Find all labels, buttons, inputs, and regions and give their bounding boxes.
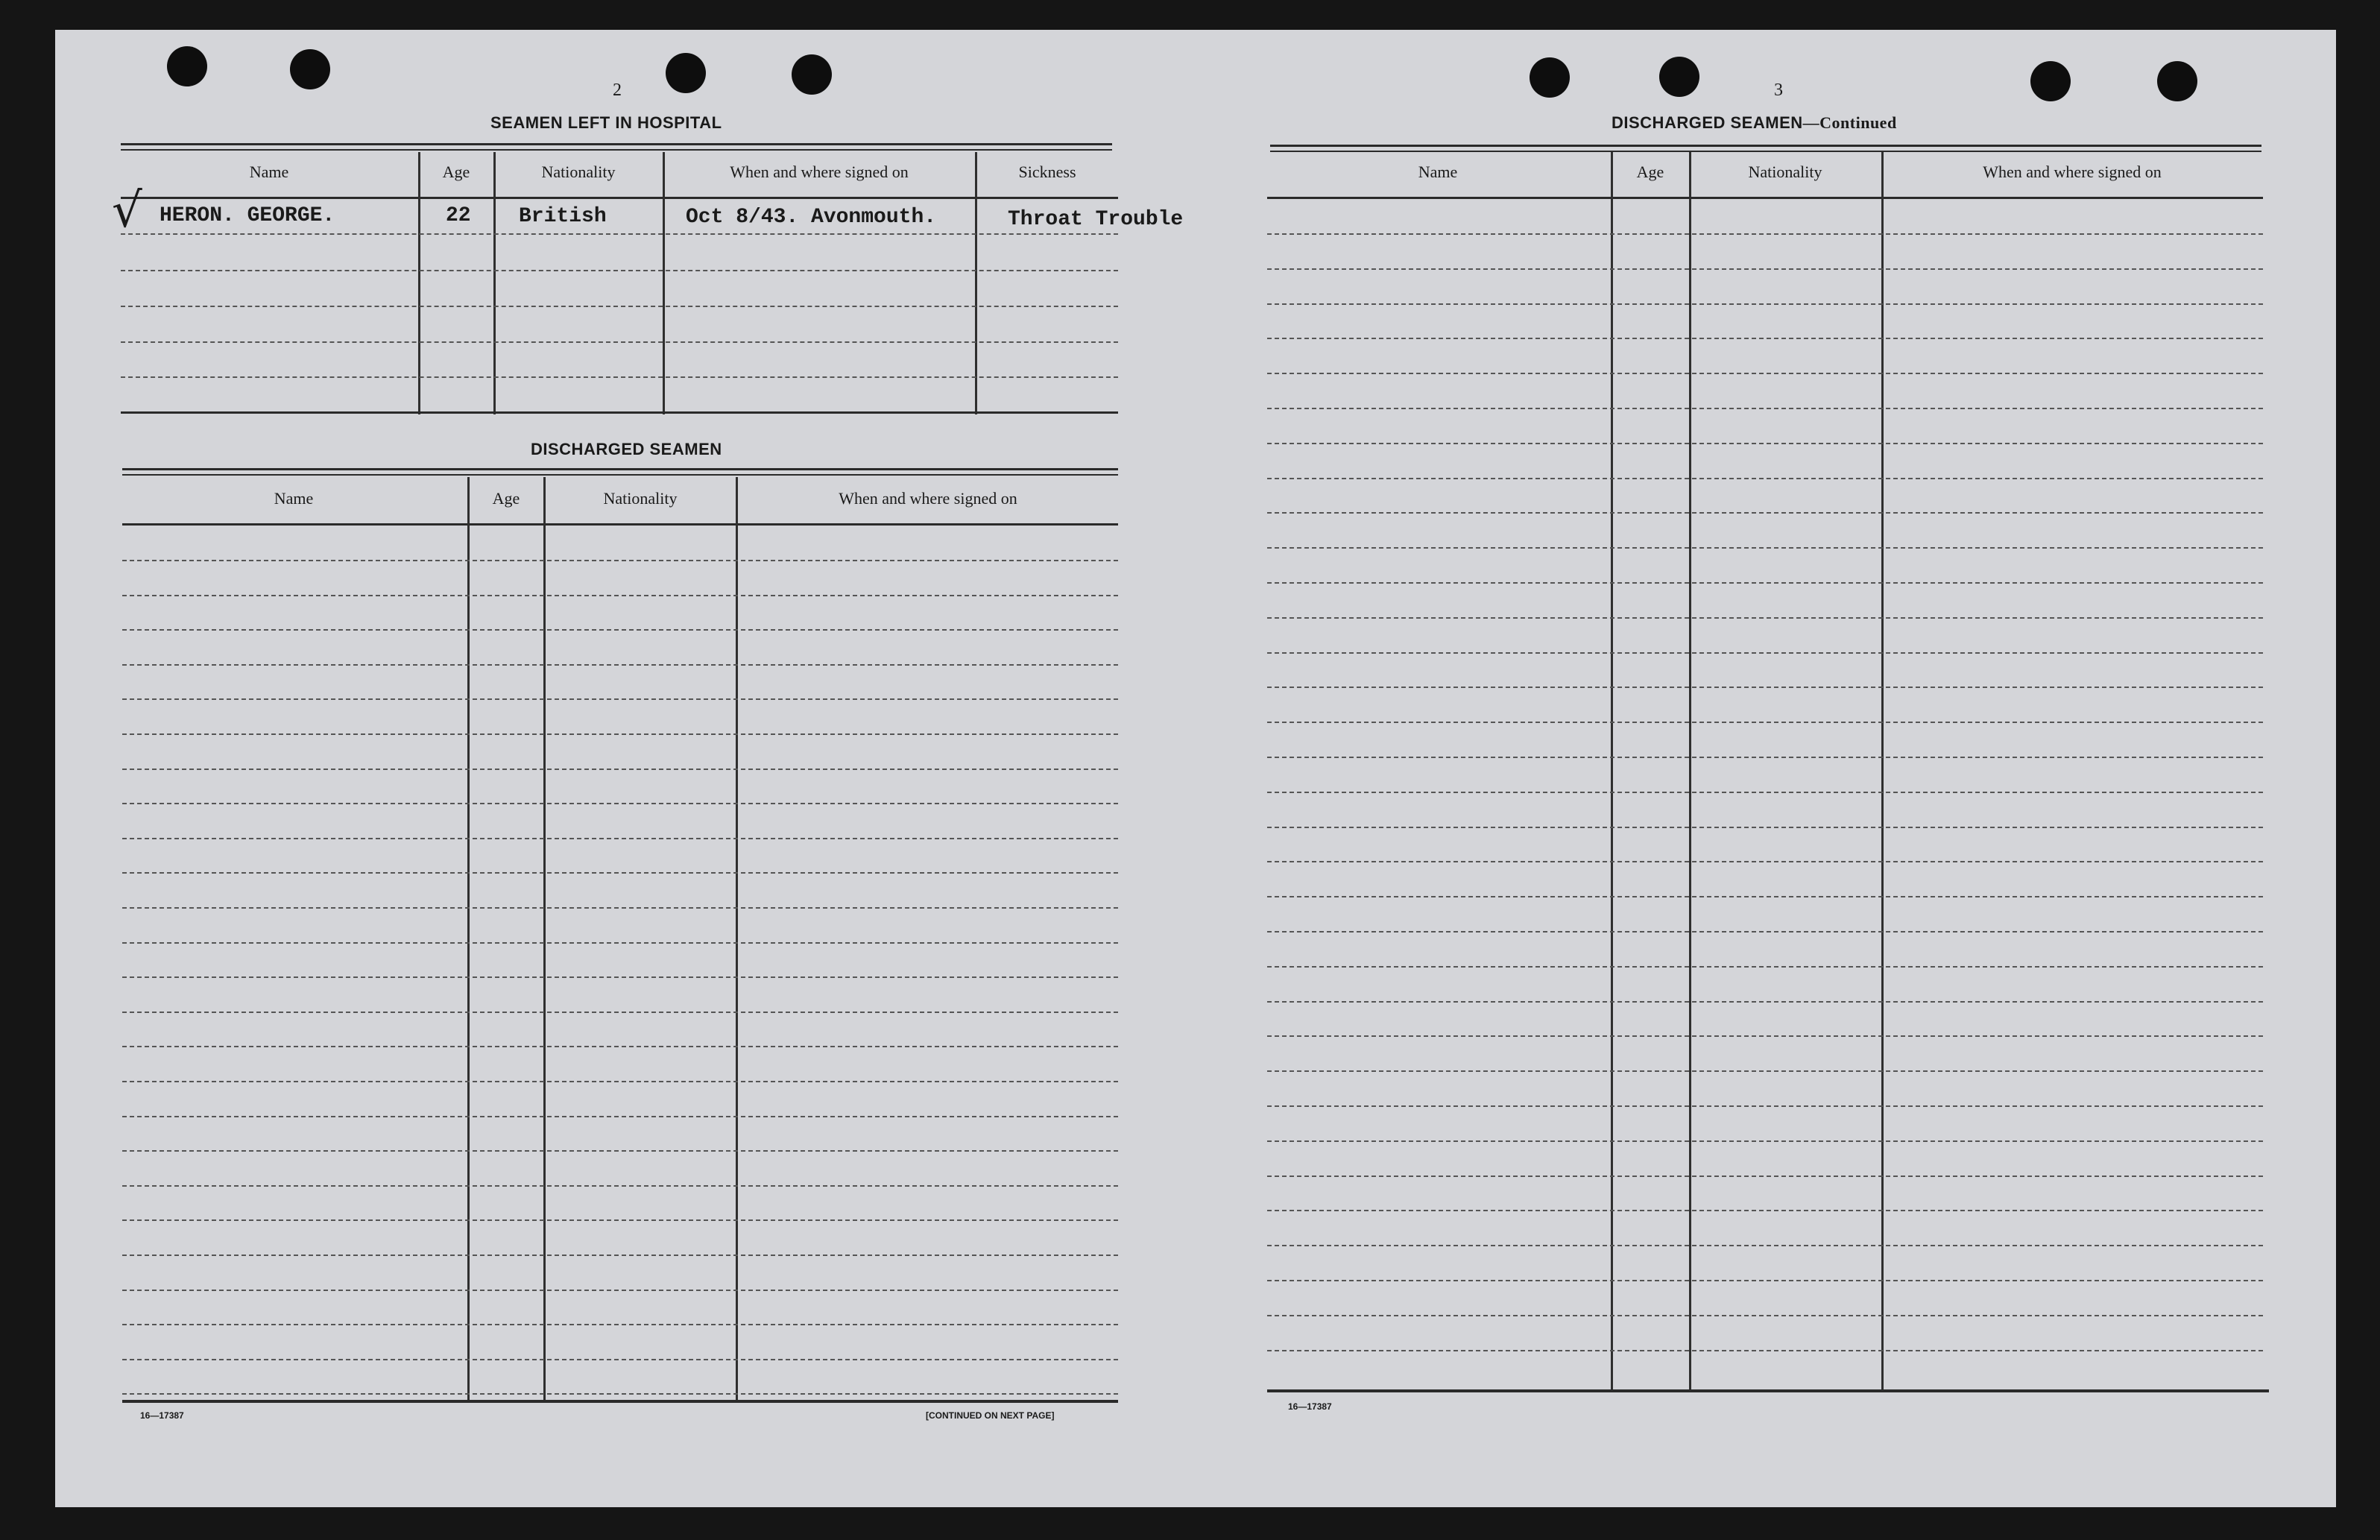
row-line <box>1267 722 2263 723</box>
column-divider <box>543 477 546 1401</box>
title-continued: —Continued <box>1802 113 1897 132</box>
row-line <box>1267 1140 2263 1142</box>
page-number-right: 3 <box>1774 81 1783 100</box>
divider <box>122 523 1118 526</box>
header-nationality: Nationality <box>1748 162 1822 181</box>
row-line <box>122 733 1118 735</box>
divider <box>121 197 1118 199</box>
column-divider <box>467 477 470 1401</box>
punch-hole <box>1659 57 1699 97</box>
divider <box>122 474 1118 476</box>
divider <box>121 411 1118 414</box>
punch-hole <box>167 46 207 86</box>
row-line <box>122 1012 1118 1013</box>
row-line <box>1267 861 2263 862</box>
header-name: Name <box>274 489 314 508</box>
row-line <box>122 595 1118 596</box>
row-line <box>1267 966 2263 968</box>
row-line <box>1267 931 2263 932</box>
header-signed-on: When and where signed on <box>1983 162 2162 181</box>
row-line <box>1267 1210 2263 1211</box>
row-line <box>1267 1350 2263 1351</box>
row-line <box>1267 1105 2263 1107</box>
cell-name: HERON. GEORGE. <box>160 204 335 227</box>
row-line <box>1267 896 2263 897</box>
row-line <box>1267 1070 2263 1072</box>
punch-hole <box>290 49 330 89</box>
row-line <box>122 1359 1118 1360</box>
row-line <box>1267 1001 2263 1003</box>
header-age: Age <box>1636 162 1664 181</box>
row-line <box>122 1150 1118 1152</box>
punch-hole <box>2157 61 2197 101</box>
row-line <box>122 838 1118 839</box>
row-line <box>1267 1035 2263 1037</box>
row-line <box>122 1116 1118 1117</box>
row-line <box>1267 547 2263 549</box>
header-age: Age <box>442 162 470 181</box>
row-line <box>1267 512 2263 514</box>
row-line <box>122 560 1118 561</box>
row-line <box>122 1185 1118 1187</box>
row-line <box>122 907 1118 909</box>
row-line <box>1267 408 2263 409</box>
row-line <box>1267 478 2263 479</box>
header-nationality: Nationality <box>541 162 616 181</box>
row-line <box>1267 1175 2263 1177</box>
header-sickness: Sickness <box>1018 162 1076 181</box>
column-divider <box>663 152 665 414</box>
divider <box>1270 151 2261 152</box>
divider <box>121 149 1112 151</box>
row-line <box>1267 617 2263 619</box>
checkmark: √ <box>112 183 142 239</box>
row-line <box>121 376 1118 378</box>
header-name: Name <box>249 162 289 181</box>
row-line <box>122 664 1118 666</box>
row-line <box>122 1324 1118 1325</box>
row-line <box>1267 1315 2263 1316</box>
row-line <box>122 698 1118 700</box>
column-divider <box>975 152 977 414</box>
row-line <box>1267 233 2263 235</box>
punch-hole <box>666 53 706 93</box>
row-line <box>122 942 1118 944</box>
row-line <box>1267 757 2263 758</box>
row-line <box>1267 1245 2263 1246</box>
punch-hole <box>792 54 832 95</box>
row-line <box>122 872 1118 874</box>
header-nationality: Nationality <box>603 489 678 508</box>
row-line <box>1267 827 2263 828</box>
punch-hole <box>2030 61 2071 101</box>
row-line <box>122 1081 1118 1082</box>
column-divider <box>418 152 420 414</box>
row-line <box>122 803 1118 804</box>
row-line <box>122 629 1118 631</box>
row-line <box>121 233 1118 235</box>
header-signed-on: When and where signed on <box>730 162 909 181</box>
title-main: DISCHARGED SEAMEN <box>1612 113 1803 132</box>
divider <box>122 1400 1118 1403</box>
divider <box>1270 145 2261 147</box>
row-line <box>122 1219 1118 1221</box>
page-number-left: 2 <box>613 81 622 100</box>
header-signed-on: When and where signed on <box>839 489 1017 508</box>
form-number: 16—17387 <box>1288 1401 1332 1412</box>
row-line <box>121 306 1118 307</box>
divider <box>121 143 1112 145</box>
row-line <box>122 1255 1118 1256</box>
row-line <box>122 1046 1118 1047</box>
form-number: 16—17387 <box>140 1410 184 1421</box>
row-line <box>1267 268 2263 270</box>
row-line <box>1267 303 2263 305</box>
row-line <box>121 341 1118 343</box>
row-line <box>1267 652 2263 654</box>
divider <box>1267 197 2263 199</box>
header-name: Name <box>1418 162 1458 181</box>
discharged-continued-title <box>1612 113 1897 133</box>
row-line <box>1267 792 2263 793</box>
hospital-section-title: SEAMEN LEFT IN HOSPITAL <box>490 113 722 132</box>
cell-sickness: Throat Trouble <box>1008 208 1184 231</box>
row-line <box>1267 373 2263 374</box>
row-line <box>122 1290 1118 1291</box>
row-line <box>122 1393 1118 1395</box>
row-line <box>121 270 1118 271</box>
discharged-section-title: DISCHARGED SEAMEN <box>531 440 722 458</box>
row-line <box>1267 687 2263 688</box>
divider <box>122 468 1118 470</box>
punch-hole <box>1530 57 1570 98</box>
row-line <box>1267 1280 2263 1281</box>
column-divider <box>493 152 496 414</box>
header-age: Age <box>492 489 520 508</box>
cell-signed-on: Oct 8/43. Avonmouth. <box>686 206 937 229</box>
row-line <box>1267 338 2263 339</box>
continued-note: [CONTINUED ON NEXT PAGE] <box>926 1410 1055 1421</box>
cell-nationality: British <box>519 205 607 228</box>
row-line <box>1267 582 2263 584</box>
row-line <box>122 769 1118 770</box>
row-line <box>1267 443 2263 444</box>
divider <box>1267 1389 2269 1392</box>
column-divider <box>736 477 738 1401</box>
row-line <box>122 976 1118 978</box>
cell-age: 22 <box>446 204 471 227</box>
